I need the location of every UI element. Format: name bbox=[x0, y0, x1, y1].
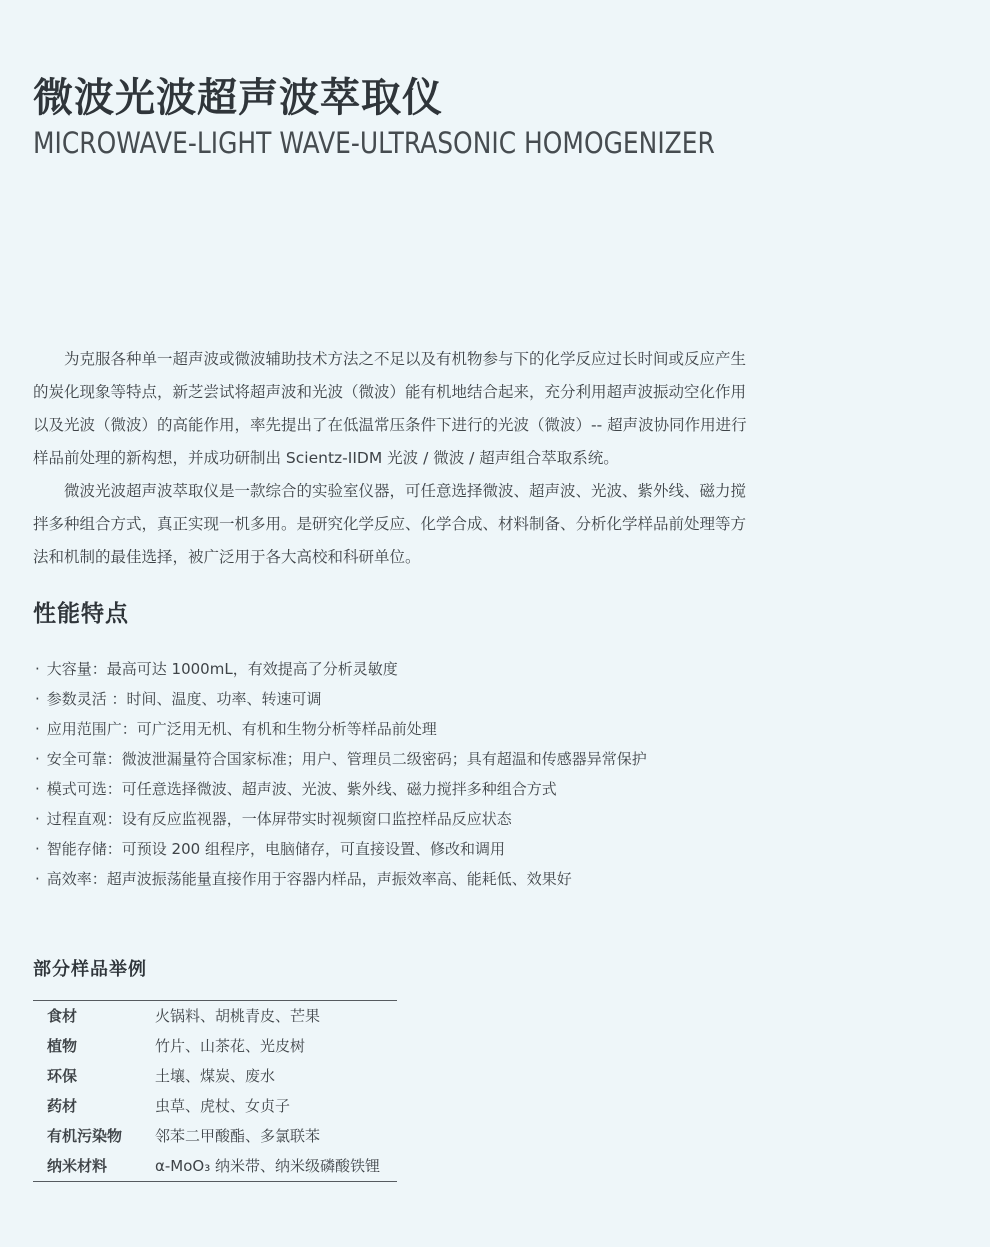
feature-text: 大容量：最高可达 1000mL，有效提高了分析灵敏度 bbox=[46, 660, 398, 679]
feature-item bbox=[33, 714, 960, 744]
feature-text: 过程直观：设有反应监视器，一体屏带实时视频窗口监控样品反应状态 bbox=[46, 810, 512, 829]
sample-row bbox=[33, 1031, 397, 1061]
sample-category: 环保 bbox=[47, 1067, 78, 1086]
feature-text: 应用范围广：可广泛用无机、有机和生物分析等样品前处理 bbox=[46, 720, 437, 739]
feature-item bbox=[33, 684, 960, 714]
samples-table-body bbox=[33, 1000, 397, 1181]
bullet-dot-icon: · bbox=[35, 660, 40, 679]
feature-text: 安全可靠：微波泄漏量符合国家标准；用户、管理员二级密码；具有超温和传感器异常保护 bbox=[46, 750, 647, 769]
page-title: 微波光波超声波萃取仪 bbox=[33, 75, 443, 121]
sample-row bbox=[33, 1121, 397, 1151]
sample-examples: 火锅料、胡桃青皮、芒果 bbox=[155, 1007, 321, 1026]
feature-item bbox=[33, 654, 960, 684]
bullet-dot-icon: · bbox=[35, 840, 40, 859]
sample-category: 纳米材料 bbox=[47, 1157, 108, 1176]
feature-item bbox=[33, 744, 960, 774]
sample-row bbox=[33, 1000, 397, 1031]
samples-table bbox=[33, 1000, 397, 1182]
feature-text: 高效率：超声波振荡能量直接作用于容器内样品，声振效率高、能耗低、效果好 bbox=[46, 870, 572, 889]
bullet-dot-icon: · bbox=[35, 690, 40, 709]
intro-paragraph: 为克服各种单一超声波或微波辅助技术方法之不足以及有机物参与下的化学反应过长时间或反应产生的炭化现象等特点，新芝尝试将超声波和光波（微波）能有机地结合起来，充分利用超声波振动空化作用以及光波（微波）的高能作用，率先提出了在低温常压条件下进行的光波（微波）-- 超声波协同作用进行样品前处理的新构想，并成功研制出 Scientz-IIDM 光波 / 微波 / 超声组合萃取系统。 bbox=[33, 349, 747, 467]
bullet-dot-icon: · bbox=[35, 870, 40, 889]
sample-examples: 虫草、虎杖、女贞子 bbox=[155, 1097, 291, 1116]
sample-examples: α-MoO₃ 纳米带、纳米级磷酸铁锂 bbox=[155, 1157, 381, 1176]
sample-row bbox=[33, 1061, 397, 1091]
sample-row bbox=[33, 1091, 397, 1121]
sample-examples: 竹片、山茶花、光皮树 bbox=[155, 1037, 306, 1056]
feature-text: 智能存储：可预设 200 组程序，电脑储存，可直接设置、修改和调用 bbox=[46, 840, 505, 859]
sample-row bbox=[33, 1151, 397, 1182]
sample-category: 有机污染物 bbox=[47, 1127, 123, 1146]
sample-examples: 土壤、煤炭、废水 bbox=[155, 1067, 276, 1086]
bullet-dot-icon: · bbox=[35, 720, 40, 739]
feature-item bbox=[33, 864, 960, 894]
sample-category: 药材 bbox=[47, 1097, 78, 1116]
bullet-dot-icon: · bbox=[35, 810, 40, 829]
feature-text: 模式可选：可任意选择微波、超声波、光波、紫外线、磁力搅拌多种组合方式 bbox=[46, 780, 557, 799]
sample-category: 食材 bbox=[47, 1007, 78, 1026]
sample-category: 植物 bbox=[47, 1037, 78, 1056]
page-subtitle: MICROWAVE-LIGHT WAVE-ULTRASONIC HOMOGENIZER bbox=[33, 126, 715, 160]
feature-text: 参数灵活 ：时间、温度、功率、转速可调 bbox=[46, 690, 322, 709]
samples-heading: 部分样品举例 bbox=[33, 959, 147, 981]
intro-section bbox=[33, 343, 757, 574]
feature-item bbox=[33, 834, 960, 864]
feature-item bbox=[33, 804, 960, 834]
features-list bbox=[33, 654, 960, 894]
bullet-dot-icon: · bbox=[35, 780, 40, 799]
features-heading: 性能特点 bbox=[33, 600, 129, 627]
sample-examples: 邻苯二甲酸酯、多氯联苯 bbox=[155, 1127, 321, 1146]
bullet-dot-icon: · bbox=[35, 750, 40, 769]
feature-item bbox=[33, 774, 960, 804]
intro-paragraph: 微波光波超声波萃取仪是一款综合的实验室仪器，可任意选择微波、超声波、光波、紫外线、磁力搅拌多种组合方式，真正实现一机多用。是研究化学反应、化学合成、材料制备、分析化学样品前处理等方法和机制的最佳选择，被广泛用于各大高校和科研单位。 bbox=[33, 481, 747, 566]
